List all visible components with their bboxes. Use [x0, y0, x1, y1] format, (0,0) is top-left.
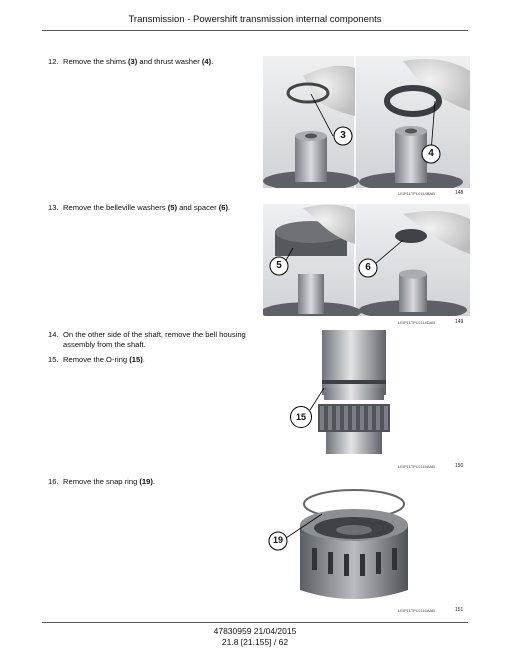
footer-doc: 47830959 21/04/2015 [213, 626, 297, 636]
figure-148-photo [263, 56, 470, 188]
callout-19: 19 [272, 535, 283, 545]
callout-4: 4 [428, 148, 434, 159]
step-text: Remove the belleville washers [63, 203, 168, 212]
step-15 [48, 355, 145, 365]
part-ref: (15) [129, 355, 143, 364]
figure-150-photo [300, 330, 410, 454]
callout-3: 3 [340, 130, 346, 141]
figure-ref: LEIP11TPL0114BAB [398, 191, 435, 196]
step-text: Remove the snap ring [63, 477, 140, 486]
part-ref: (4) [201, 57, 212, 66]
figure-number: 151 [455, 607, 464, 613]
figure-ref: LEIP11TPL0114DAB [398, 320, 435, 325]
step-text: and thrust washer [137, 57, 202, 66]
part-ref: (3) [128, 57, 138, 66]
figure-number: 149 [455, 319, 464, 325]
step-12 [48, 57, 213, 67]
step-16 [48, 477, 155, 487]
step-text: Remove the O-ring [63, 355, 130, 364]
step-text: . [228, 203, 231, 212]
step-14 [48, 330, 246, 350]
step-number: 15. [48, 355, 59, 364]
callout-15-badge: 15 [290, 406, 312, 428]
step-13 [48, 203, 230, 213]
step-text: . [152, 477, 156, 486]
header-rule [42, 30, 468, 31]
step-number: 16. [48, 477, 59, 486]
footer-page: 21.8 [21.155] / 62 [221, 637, 289, 647]
step-number: 13. [48, 203, 59, 212]
figure-ref: LEIP11TPL0115AAB [398, 464, 435, 469]
figure-number: 148 [455, 190, 464, 196]
step-text: and spacer [176, 203, 219, 212]
part-ref: (6) [218, 203, 229, 212]
step-text: On the other side of the shaft, remove the bell housing [63, 330, 246, 339]
step-text: . [142, 355, 145, 364]
footer-rule [42, 622, 468, 623]
callout-6: 6 [365, 262, 371, 273]
figure-ref: LEIP11TPL0116AAB [398, 608, 435, 613]
page-header: Transmission - Powershift transmission internal components [128, 14, 382, 25]
step-text: assembly from the shaft. [63, 340, 146, 349]
figure-149-photo [263, 204, 470, 316]
figure-number: 150 [455, 463, 464, 469]
callout-5: 5 [276, 260, 282, 271]
step-number: 12. [48, 57, 59, 66]
figure-151-photo [262, 480, 414, 608]
part-ref: (5) [167, 203, 177, 212]
step-text: . [211, 57, 214, 66]
step-text: Remove the shims [63, 57, 128, 66]
step-number: 14. [48, 330, 59, 339]
part-ref: (19) [139, 477, 153, 486]
